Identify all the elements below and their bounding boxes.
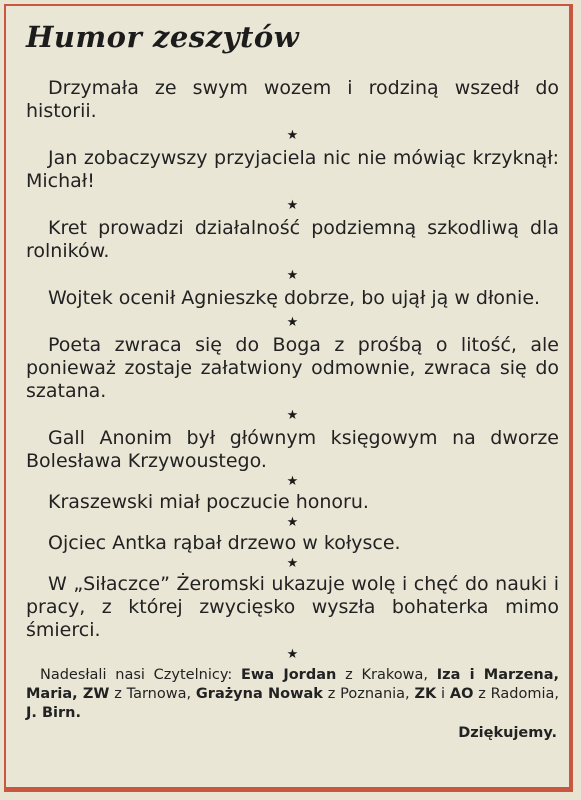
credit-name: J. Birn. xyxy=(26,705,81,721)
star-separator: ★ xyxy=(286,315,299,330)
joke-9: W „Siłaczce” Żeromski ukazuje wolę i chęć do nauki i pracy, z której zwycięsko wyszła bohaterka mimo śmierci. xyxy=(26,573,559,641)
credit-place: z Krakowa, xyxy=(345,667,428,683)
article-title: Humor zeszytów xyxy=(26,20,300,54)
credit-name: Grażyna Nowak xyxy=(195,686,323,702)
credit-name: Iza i Marzena, Maria, ZW xyxy=(26,667,560,702)
joke-5: Poeta zwraca się do Boga z prośbą o litość, ale ponieważ zostaje załatwiony odmownie, zwraca się do szatana. xyxy=(26,334,559,402)
joke-3: Kret prowadzi działalność podziemną szkodliwą dla rolników. xyxy=(26,217,559,262)
article-body xyxy=(26,77,559,744)
joke-4: Wojtek ocenił Agnieszkę dobrze, bo ujął ją w dłonie. xyxy=(48,287,541,309)
joke-7: Kraszewski miał poczucie honoru. xyxy=(48,491,369,513)
star-separator: ★ xyxy=(286,647,299,662)
credit-name: ZK xyxy=(414,686,437,702)
credits-intro: Nadesłali nasi Czytelnicy: xyxy=(40,667,233,683)
star-separator: ★ xyxy=(286,515,299,530)
joke-1: Drzymała ze swym wozem i rodziną wszedł do historii. xyxy=(26,77,559,122)
article-frame xyxy=(4,4,573,792)
star-separator: ★ xyxy=(286,128,299,143)
joke-6: Gall Anonim był głównym księgowym na dworze Bolesława Krzywoustego. xyxy=(26,427,559,472)
credit-place: z Tarnowa, xyxy=(114,686,192,702)
credit-place: z Radomia, xyxy=(478,686,560,702)
credit-name: AO xyxy=(449,686,474,702)
star-separator: ★ xyxy=(286,556,299,571)
star-separator: ★ xyxy=(286,268,299,283)
star-separator: ★ xyxy=(286,408,299,423)
joke-2: Jan zobaczywszy przyjaciela nic nie mówiąc krzyknął: Michał! xyxy=(26,147,559,192)
credit-place: i xyxy=(441,686,446,702)
reader-credits xyxy=(26,666,559,723)
credit-name: Ewa Jordan xyxy=(241,667,337,683)
credit-place: z Poznania, xyxy=(327,686,410,702)
thanks-note: Dziękujemy. xyxy=(458,725,557,741)
star-separator: ★ xyxy=(286,474,299,489)
star-separator: ★ xyxy=(286,198,299,213)
joke-8: Ojciec Antka rąbał drzewo w kołysce. xyxy=(48,532,401,554)
